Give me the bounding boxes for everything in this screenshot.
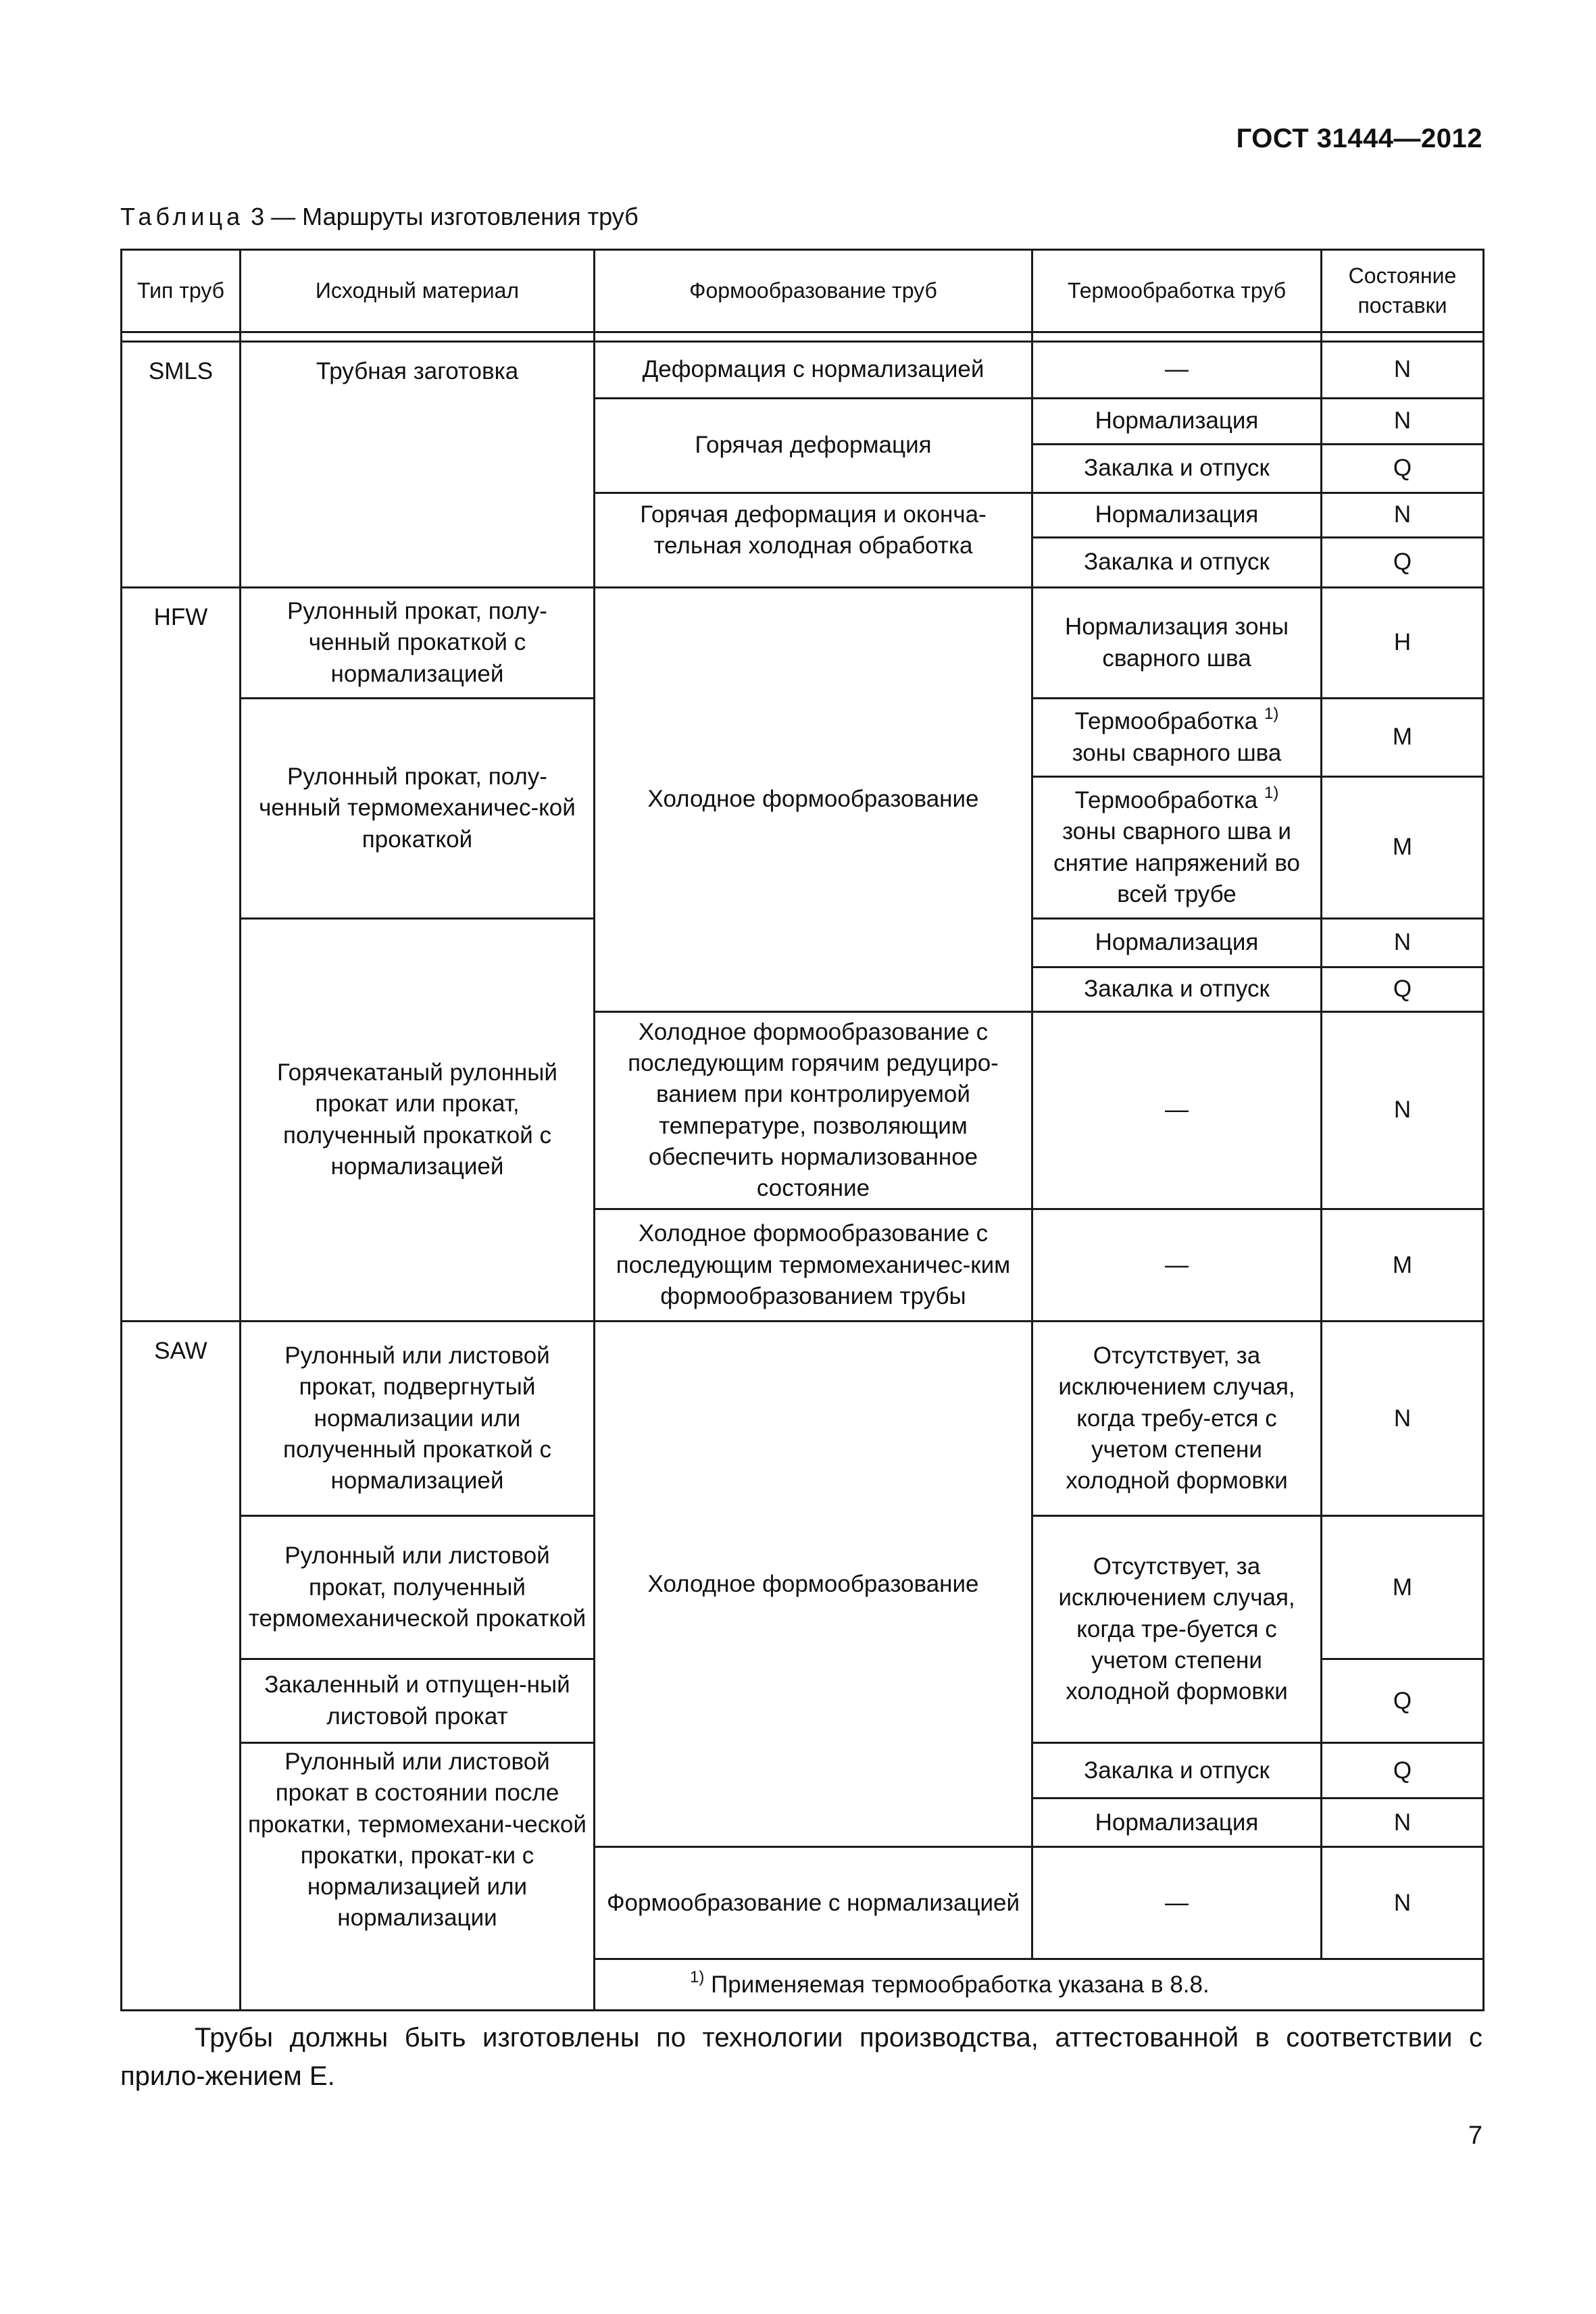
forming-cell: Холодное формообразование с последующим горячим редуциро-ванием при контролируемой температуре, позволяющим обеспечить нормализованное состояние	[595, 1012, 1032, 1209]
material-cell: Рулонный или листовой прокат, полученный термомеханической прокаткой	[241, 1516, 595, 1659]
material-cell: Рулонный прокат, полу-ченный прокаткой с нормализацией	[241, 588, 595, 699]
condition-cell: N	[1322, 399, 1484, 445]
heat-cell: —	[1032, 1847, 1322, 1959]
table-row	[122, 588, 1484, 699]
condition-cell: N	[1322, 1847, 1484, 1959]
condition-cell: N	[1322, 1012, 1484, 1209]
header-forming: Формообразование труб	[595, 250, 1032, 332]
table-header-row	[122, 250, 1484, 332]
heat-cell: Нормализация	[1032, 1799, 1322, 1847]
forming-cell: Деформация с нормализацией	[595, 342, 1032, 399]
forming-cell: Горячая деформация и оконча-тельная холодная обработка	[595, 493, 1032, 588]
table-caption	[120, 203, 639, 231]
header-source-material: Исходный материал	[241, 250, 595, 332]
material-cell: Рулонный прокат, полу-ченный термомеханичес-кой прокаткой	[241, 699, 595, 919]
table-caption-label: Таблица	[120, 203, 245, 230]
forming-cell: Горячая деформация	[595, 399, 1032, 493]
pipe-type-hfw: HFW	[122, 588, 241, 1322]
condition-cell: Q	[1322, 445, 1484, 493]
page-number: 7	[1468, 2121, 1482, 2150]
table-row	[122, 1322, 1484, 1516]
material-cell: Рулонный или листовой прокат в состоянии после прокатки, термомехани-ческой прокатки, прокат-ки с нормализацией или нормализации	[241, 1743, 595, 2011]
header-delivery-condition: Состояние поставки	[1322, 250, 1484, 332]
heat-text: зоны сварного шва и снятие напряжений во всей трубе	[1053, 818, 1301, 907]
heat-cell: Нормализация	[1032, 919, 1322, 967]
header-pipe-type: Тип труб	[122, 250, 241, 332]
footnote-marker: 1)	[690, 1967, 705, 1986]
heat-cell: Отсутствует, за исключением случая, когда требу-ется с учетом степени холодной формовки	[1032, 1322, 1322, 1516]
standard-code: ГОСТ 31444—2012	[1236, 124, 1482, 153]
material-cell: Горячекатаный рулонный прокат или прокат, полученный прокаткой с нормализацией	[241, 919, 595, 1322]
condition-cell: N	[1322, 1799, 1484, 1847]
condition-cell: M	[1322, 1516, 1484, 1659]
material-cell: Закаленный и отпущен-ный листовой прокат	[241, 1659, 595, 1743]
heat-cell: —	[1032, 342, 1322, 399]
heat-cell: Отсутствует, за исключением случая, когда тре-буется с учетом степени холодной формовки	[1032, 1516, 1322, 1743]
heat-text: зоны сварного шва	[1072, 739, 1282, 766]
forming-cell: Холодное формообразование с последующим термомеханичес-ким формообразованием трубы	[595, 1209, 1032, 1322]
condition-cell: Q	[1322, 967, 1484, 1012]
condition-cell: Q	[1322, 1743, 1484, 1799]
heat-cell	[1032, 699, 1322, 777]
material-cell: Трубная заготовка	[241, 342, 595, 588]
table-caption-title: 3 — Маршруты изготовления труб	[244, 203, 639, 230]
condition-cell: N	[1322, 1322, 1484, 1516]
heat-cell: Закалка и отпуск	[1032, 967, 1322, 1012]
condition-cell: H	[1322, 588, 1484, 699]
pipe-type-smls: SMLS	[122, 342, 241, 588]
condition-cell: Q	[1322, 1659, 1484, 1743]
condition-cell: N	[1322, 919, 1484, 967]
heat-cell	[1032, 777, 1322, 919]
material-cell: Рулонный или листовой прокат, подвергнутый нормализации или полученный прокаткой с нормализацией	[241, 1322, 595, 1516]
header-heat-treatment: Термообработка труб	[1032, 250, 1322, 332]
heat-cell: Закалка и отпуск	[1032, 1743, 1322, 1799]
heat-cell: Закалка и отпуск	[1032, 538, 1322, 588]
table-footnote	[595, 1959, 1484, 2011]
pipe-type-saw: SAW	[122, 1322, 241, 2011]
heat-cell: Нормализация	[1032, 493, 1322, 538]
condition-cell: Q	[1322, 538, 1484, 588]
heat-cell: —	[1032, 1209, 1322, 1322]
forming-cell: Формообразование с нормализацией	[595, 1847, 1032, 1959]
body-paragraph: Трубы должны быть изготовлены по технологии производства, аттестованной в соответствии с прило-жением Е.	[120, 2023, 1482, 2091]
footnote-ref: 1)	[1264, 784, 1279, 803]
forming-cell: Холодное формообразование	[595, 1322, 1032, 1847]
footnote-ref: 1)	[1264, 705, 1279, 724]
heat-text: Термообработка	[1074, 787, 1258, 814]
heat-cell: Нормализация зоны сварного шва	[1032, 588, 1322, 699]
condition-cell: M	[1322, 777, 1484, 919]
heat-cell: —	[1032, 1012, 1322, 1209]
footnote-text: Применяемая термообработка указана в 8.8.	[711, 1971, 1210, 1998]
heat-cell: Нормализация	[1032, 399, 1322, 445]
table-row	[122, 342, 1484, 399]
routes-table	[120, 249, 1485, 2011]
heat-text: Термообработка	[1074, 708, 1258, 735]
condition-cell: N	[1322, 493, 1484, 538]
condition-cell: N	[1322, 342, 1484, 399]
condition-cell: M	[1322, 1209, 1484, 1322]
condition-cell: M	[1322, 699, 1484, 777]
forming-cell: Холодное формообразование	[595, 588, 1032, 1012]
heat-cell: Закалка и отпуск	[1032, 445, 1322, 493]
